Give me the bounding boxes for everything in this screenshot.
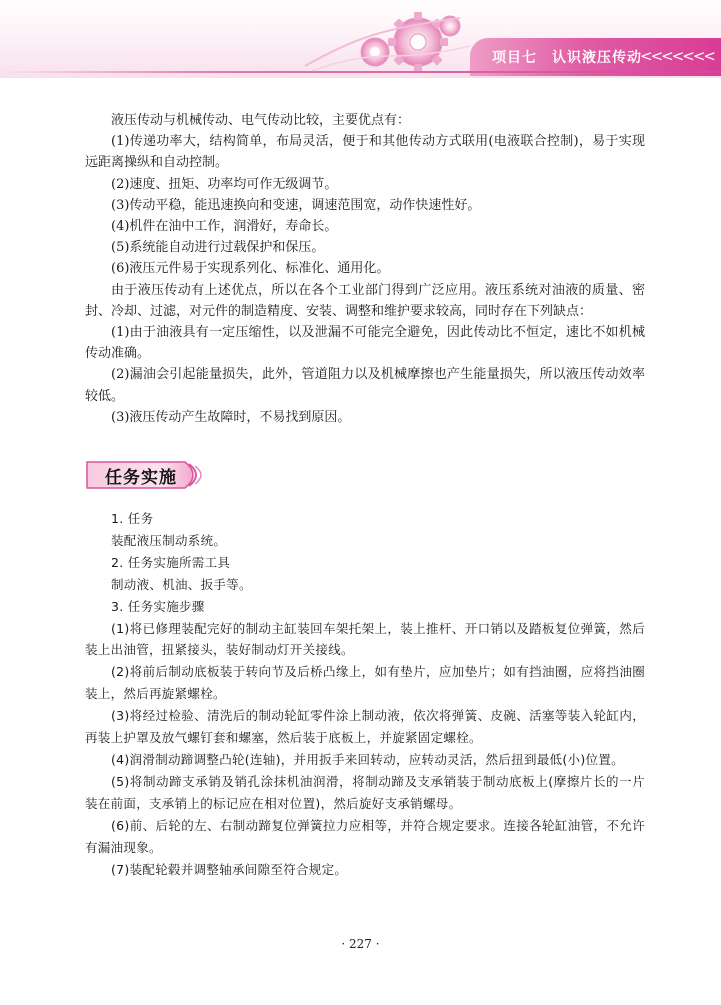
section-banner <box>85 458 205 492</box>
paragraph: 3. 任务实施步骤 <box>111 598 205 614</box>
paragraph: (7)装配轮毂并调整轴承间隙至符合规定。 <box>111 861 348 877</box>
paragraph: (3)液压传动产生故障时，不易找到原因。 <box>111 409 351 425</box>
paragraph: 由于液压传动有上述优点，所以在各个工业部门得到广泛应用。液压系统对油液的质量、密封、冷却、过滤，对元件的制造精度、安装、调整和维护要求较高，同时存在下列缺点： <box>85 282 645 319</box>
header-rule <box>0 71 721 73</box>
page-number: · 227 · <box>341 937 380 951</box>
chevrons-icon: <<<<<<< <box>640 47 714 65</box>
paragraph: 2. 任务实施所需工具 <box>111 554 231 570</box>
gears-icon <box>300 6 475 76</box>
paragraph: (3)将经过检验、清洗后的制动轮缸零件涂上制动液，依次将弹簧、皮碗、活塞等装入轮缸内，再装上护罩及放气螺钉套和螺塞，然后装于底板上，并旋紧固定螺栓。 <box>85 708 645 746</box>
chapter-title: 项目七 认识液压传动 <box>492 50 642 66</box>
paragraph: (1)将已修理装配完好的制动主缸装回车架托架上，装上推杆、开口销以及踏板复位弹簧，然后装上出油管，扭紧接头，装好制动灯开关接线。 <box>85 620 645 658</box>
paragraph: (2)漏油会引起能量损失，此外，管道阻力以及机械摩擦也产生能量损失，所以液压传动效率较低。 <box>85 367 645 404</box>
paragraph: 1. 任务 <box>111 511 154 526</box>
paragraph: 液压传动与机械传动、电气传动比较，主要优点有： <box>111 113 411 128</box>
paragraph: (6)液压元件易于实现系列化、标准化、通用化。 <box>111 261 390 277</box>
paragraph: (3)传动平稳，能迅速换向和变速，调速范围宽，动作快速性好。 <box>111 197 481 213</box>
paragraph: (2)将前后制动底板装于转向节及后桥凸缘上，如有垫片，应加垫片；如有挡油圈，应将挡油圈装上，然后再旋紧螺栓。 <box>85 664 645 702</box>
paragraph: (1)由于油液具有一定压缩性，以及泄漏不可能完全避免，因此传动比不恒定，速比不如机械传动准确。 <box>85 325 645 362</box>
paragraph: (4)机件在油中工作，润滑好，寿命长。 <box>111 219 338 235</box>
paragraph: (1)传递功率大，结构简单，布局灵活，便于和其他传动方式联用(电液联合控制)，易于实现远距离操纵和自动控制。 <box>85 134 645 171</box>
page-header <box>0 0 721 78</box>
paragraph: 装配液压制动系统。 <box>111 532 227 548</box>
paragraph: (5)系统能自动进行过载保护和保压。 <box>111 240 325 256</box>
paragraph: 制动液、机油、扳手等。 <box>111 576 252 592</box>
paragraph: (2)速度、扭矩、功率均可作无级调节。 <box>111 176 338 192</box>
section-title: 任务实施 <box>105 468 177 488</box>
paragraph: (6)前、后轮的左、右制动蹄复位弹簧拉力应相等，并符合规定要求。连接各轮缸油管，不允许有漏油现象。 <box>85 817 645 855</box>
task-text <box>85 508 645 880</box>
paragraph: (5)将制动蹄支承销及销孔涂抹机油润滑，将制动蹄及支承销装于制动底板上(摩擦片长的一片装在前面，支承销上的标记应在相对位置)，然后旋好支承销螺母。 <box>85 773 645 811</box>
intro-text <box>85 110 645 428</box>
paragraph: (4)润滑制动蹄调整凸轮(连轴)，并用扳手来回转动，应转动灵活，然后扭到最低(小)位置。 <box>111 751 624 767</box>
